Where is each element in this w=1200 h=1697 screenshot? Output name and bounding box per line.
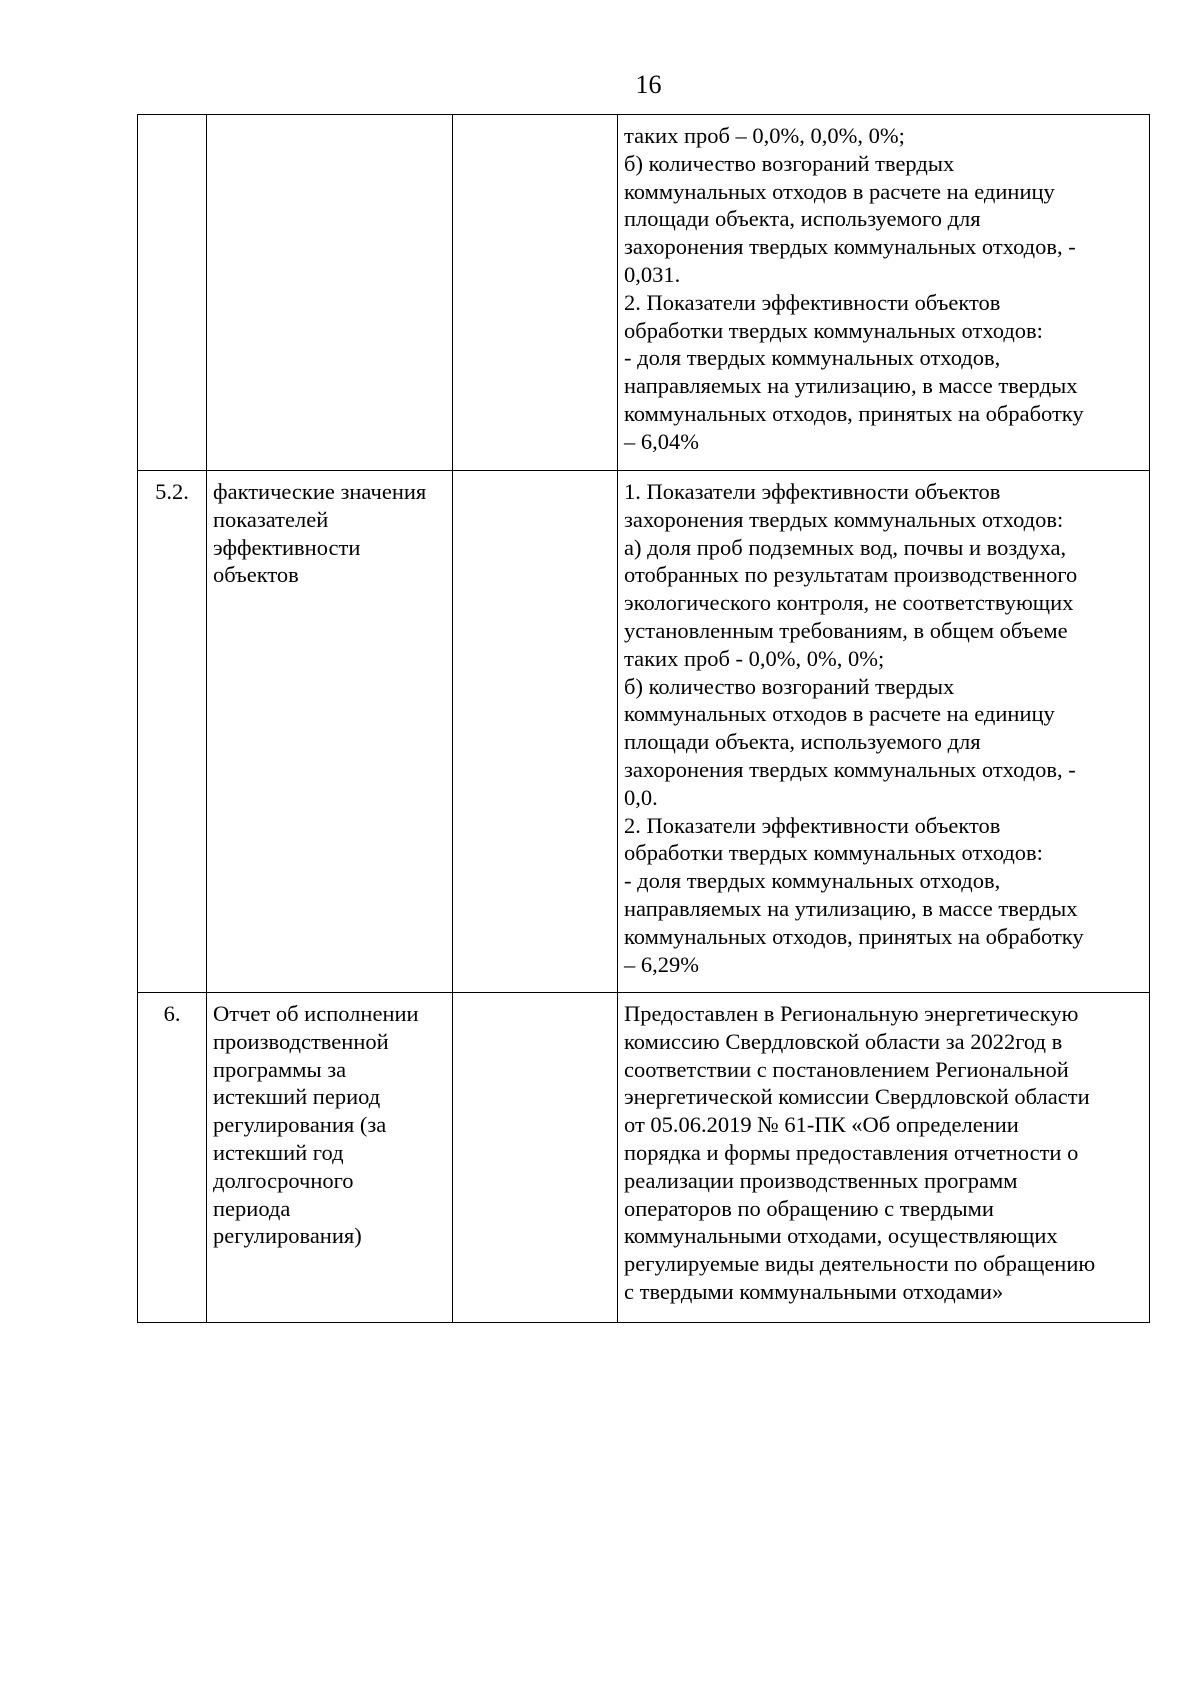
value-line: захоронения твердых коммунальных отходов: [624,506,1064,532]
value-line: коммунальных отходов, принятых на обработку [624,400,1084,426]
row-name-cell [207,471,453,993]
value-line: а) доля проб подземных вод, почвы и воздуха, [624,534,1067,560]
value-line: 2. Показатели эффективности объектов [624,289,1001,315]
value-line: площади объекта, используемого для [624,729,981,755]
row-value-cell [618,471,1150,993]
value-line: захоронения твердых коммунальных отходов, - [624,756,1076,782]
name-line: Отчет об исполнении [213,1001,419,1026]
name-line: производственной [213,1028,389,1054]
name-line: истекший период [213,1084,381,1110]
name-line: периода [213,1195,291,1221]
value-line: реализации производственных программ [624,1167,1018,1193]
value-line: – 6,29% [624,951,699,977]
row-number: 6. [163,1001,181,1026]
name-line: долгосрочного [213,1167,354,1193]
name-line: объектов [213,562,299,588]
value-line: отобранных по результатам производственного [624,562,1078,588]
row-number-cell [138,993,207,1323]
value-line: – 6,04% [624,428,699,454]
table-row [138,993,1150,1323]
value-line: 0,0. [624,784,658,810]
value-line: операторов по обращению с твердыми [624,1195,994,1221]
table-row [138,115,1150,471]
value-line: 0,031. [624,261,681,287]
page-number: 16 [635,70,662,99]
value-line: таких проб – 0,0%, 0,0%, 0%; [624,123,905,148]
value-line: 2. Показатели эффективности объектов [624,812,1001,838]
name-line: фактические значения [213,479,427,504]
value-line: б) количество возгораний твердых [624,150,955,176]
row-value-cell [618,115,1150,471]
row-empty-cell [453,993,618,1323]
value-line: комиссию Свердловской области за 2022год в [624,1028,1063,1054]
value-line: направляемых на утилизацию, в массе твердых [624,895,1078,921]
name-line: регулирования) [213,1223,362,1249]
table-row [138,471,1150,993]
value-line: б) количество возгораний твердых [624,673,955,699]
value-line: от 05.06.2019 № 61-ПК «Об определении [624,1112,1019,1138]
name-line: программы за [213,1056,347,1082]
value-line: регулируемые виды деятельности по обращению [624,1251,1096,1277]
value-line: направляемых на утилизацию, в массе твердых [624,373,1078,399]
row-number-cell [138,471,207,993]
value-line: экологического контроля, не соответствующих [624,590,1074,616]
row-name-cell [207,115,453,471]
value-line: таких проб - 0,0%, 0%, 0%; [624,645,885,671]
name-line: эффективности [213,534,361,560]
value-line: соответствии с постановлением Региональной [624,1056,1069,1082]
row-empty-cell [453,115,618,471]
value-line: коммунальных отходов, принятых на обработку [624,923,1084,949]
row-name-cell [207,993,453,1323]
value-line: порядка и формы предоставления отчетности о [624,1139,1079,1165]
value-line: обработки твердых коммунальных отходов: [624,840,1043,866]
name-line: показателей [213,506,329,532]
value-line: площади объекта, используемого для [624,206,981,232]
value-line: обработки твердых коммунальных отходов: [624,317,1043,343]
value-line: коммунальных отходов в расчете на единицу [624,178,1055,204]
name-line: истекший год [213,1139,344,1165]
row-empty-cell [453,471,618,993]
value-line: коммунальных отходов в расчете на единицу [624,701,1055,727]
value-line: 1. Показатели эффективности объектов [624,479,1001,504]
value-line: с твердыми коммунальными отходами» [624,1278,1004,1304]
row-value-cell [618,993,1150,1323]
value-line: коммунальными отходами, осуществляющих [624,1223,1058,1249]
row-number-cell [138,115,207,471]
value-line: захоронения твердых коммунальных отходов, - [624,234,1076,260]
row-number: 5.2. [155,479,189,504]
value-line: энергетической комиссии Свердловской области [624,1084,1090,1110]
value-line: Предоставлен в Региональную энергетическую [624,1001,1079,1026]
value-line: - доля твердых коммунальных отходов, [624,345,1001,371]
value-line: установленным требованиям, в общем объеме [624,617,1068,643]
document-table [137,114,1150,1323]
value-line: - доля твердых коммунальных отходов, [624,868,1001,894]
name-line: регулирования (за [213,1112,387,1138]
